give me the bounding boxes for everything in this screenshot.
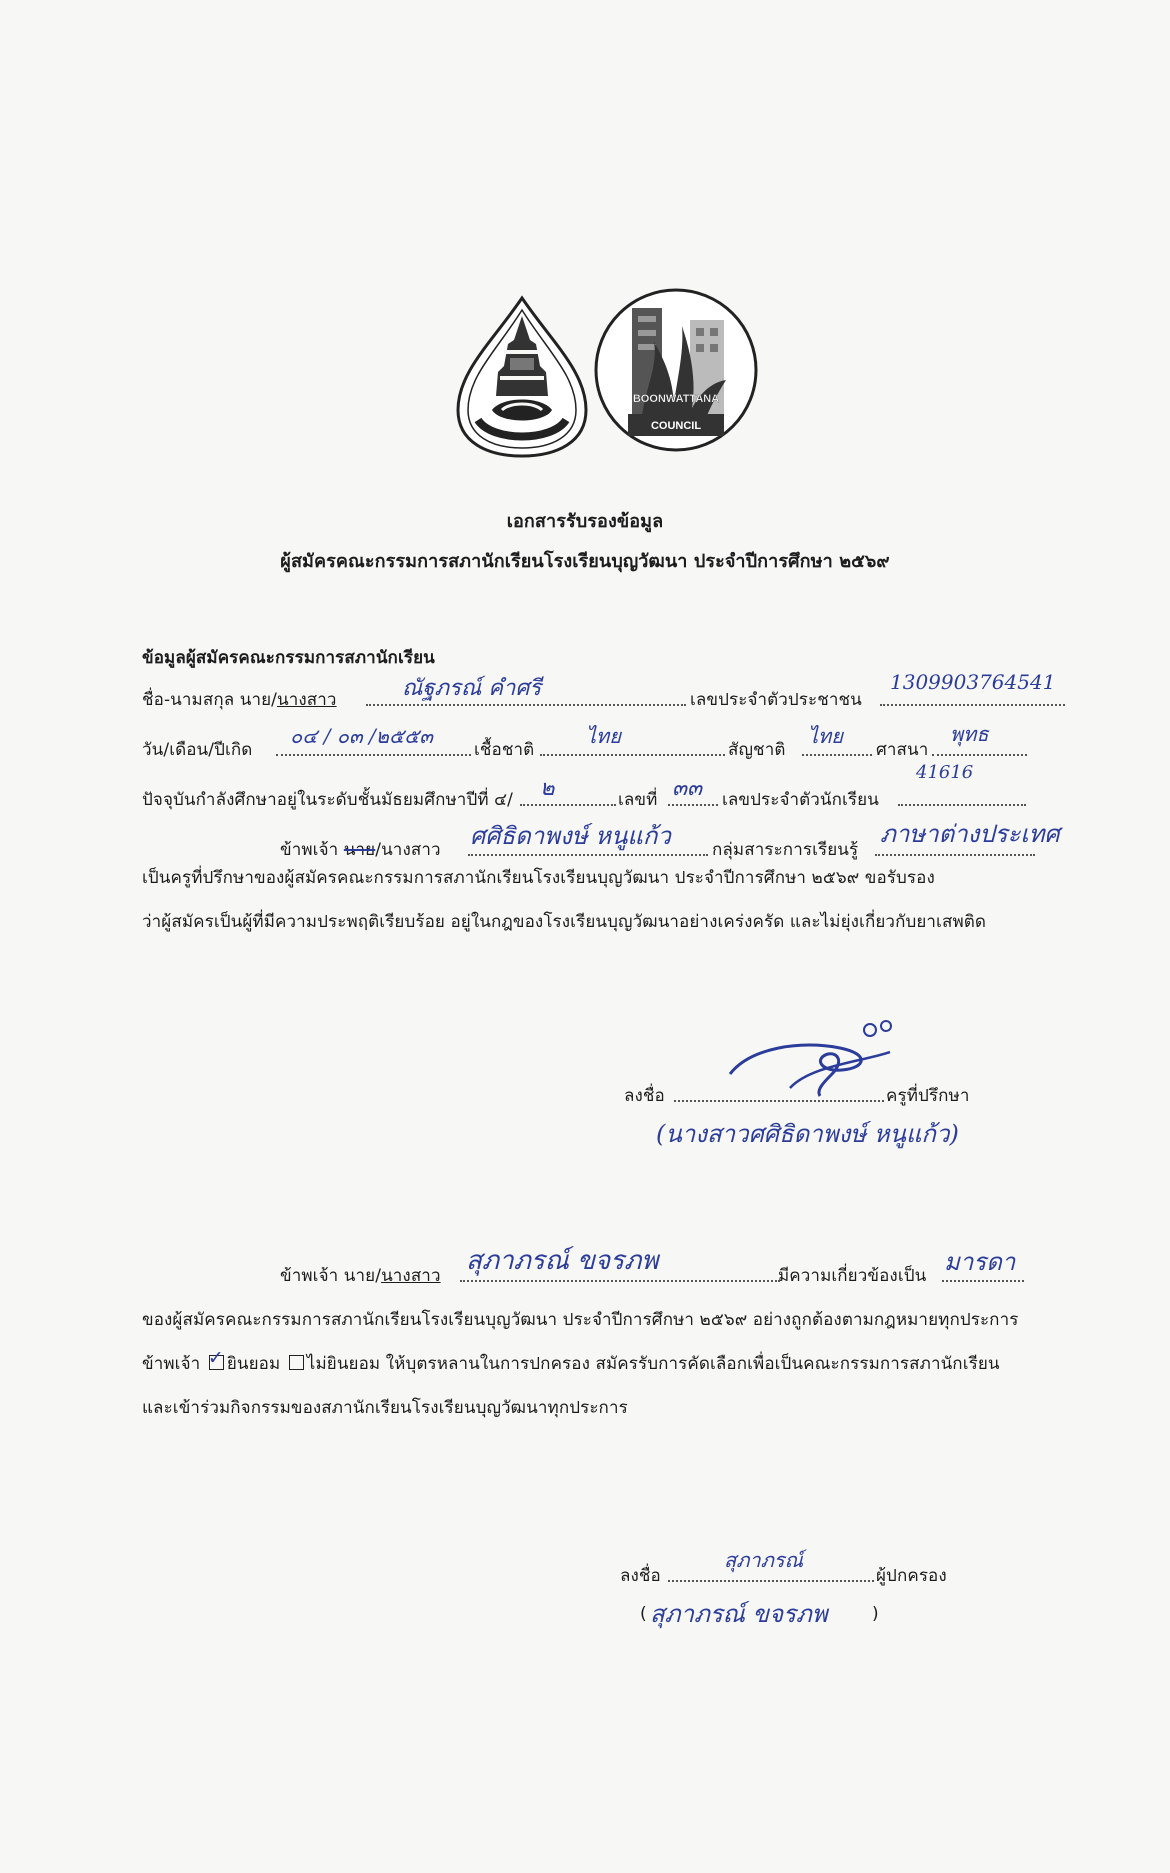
grade-value[interactable]: ๒ xyxy=(540,776,555,801)
consent-yes-checkbox[interactable] xyxy=(207,1347,224,1370)
advisor-printed-name[interactable]: (นางสาวศศิธิดาพงษ์ หนูแก้ว) xyxy=(656,1120,959,1148)
religion-label: ศาสนา xyxy=(876,740,929,760)
council-logo xyxy=(592,286,760,456)
guardian-paren-close: ) xyxy=(872,1604,879,1624)
check-mark-icon: ✓ xyxy=(207,1347,224,1369)
guardian-name-value[interactable]: สุภาภรณ์ ขจรภพ xyxy=(466,1246,659,1276)
race-value[interactable]: ไทย xyxy=(586,724,621,748)
student-id-value[interactable]: 41616 xyxy=(916,762,974,783)
guardian-sign-role: ผู้ปกครอง xyxy=(876,1566,947,1586)
id-label: เลขประจำตัวประชาชน xyxy=(690,690,862,710)
dept-label: กลุ่มสาระการเรียนรู้ xyxy=(712,840,859,860)
consent-no-label: ไม่ยินยอม xyxy=(306,1354,381,1374)
number-label: เลขที่ xyxy=(618,790,658,810)
guardian-sign-dotted-line xyxy=(668,1579,874,1582)
advisor-sign-label: ลงชื่อ xyxy=(624,1086,665,1106)
guardian-intro xyxy=(280,1262,441,1289)
advisor-prefix: ข้าพเจ้า xyxy=(280,840,339,860)
guardian-statement-line1: ของผู้สมัครคณะกรรมการสภานักเรียนโรงเรียนบุญวัฒนา ประจำปีการศึกษา ๒๕๖๙ อย่างถูกต้องตามกฎหมายทุกประการ xyxy=(142,1310,1019,1330)
guardian-title: นางสาว xyxy=(381,1266,441,1286)
grade-label: ปัจจุบันกำลังศึกษาอยู่ในระดับชั้นมัธยมศึกษาปีที่ ๔/ xyxy=(142,790,513,810)
consent-prefix: ข้าพเจ้า xyxy=(142,1354,201,1374)
section-heading: ข้อมูลผู้สมัครคณะกรรมการสภานักเรียน xyxy=(142,648,435,668)
religion-dotted-line xyxy=(932,753,1027,756)
document-subtitle: ผู้สมัครคณะกรรมการสภานักเรียนโรงเรียนบุญวัฒนา ประจำปีการศึกษา ๒๕๖๙ xyxy=(280,551,890,572)
advisor-title-rest: /นางสาว xyxy=(375,840,441,860)
council-logo-text-1: BOONWATTANA xyxy=(632,393,720,405)
advisor-sign-role: ครูที่ปรึกษา xyxy=(886,1086,970,1106)
nationality-label: สัญชาติ xyxy=(728,740,786,760)
grade-dotted-line xyxy=(520,803,616,806)
nationality-value[interactable]: ไทย xyxy=(808,724,843,748)
guardian-statement-line3: และเข้าร่วมกิจกรรมของสภานักเรียนโรงเรียนบุญวัฒนาทุกประการ xyxy=(142,1398,628,1418)
dept-value[interactable]: ภาษาต่างประเทศ xyxy=(880,820,1060,848)
advisor-statement-line1: เป็นครูที่ปรึกษาของผู้สมัครคณะกรรมการสภานักเรียนโรงเรียนบุญวัฒนา ประจำปีการศึกษา ๒๕๖๙ ขอรับรอง xyxy=(142,868,935,888)
name-label-prefix: ชื่อ-นามสกุล นาย/ xyxy=(142,690,278,710)
religion-value[interactable]: พุทธ xyxy=(950,722,989,746)
consent-rest: ให้บุตรหลานในการปกครอง สมัครรับการคัดเลือกเพื่อเป็นคณะกรรมการสภานักเรียน xyxy=(385,1354,1000,1374)
relation-label: มีความเกี่ยวข้องเป็น xyxy=(778,1266,927,1286)
advisor-intro xyxy=(280,836,441,863)
guardian-paren-open: ( xyxy=(640,1604,647,1624)
race-label: เชื้อชาติ xyxy=(474,740,535,760)
guardian-sign-label: ลงชื่อ xyxy=(620,1566,661,1586)
document-title: เอกสารรับรองข้อมูล xyxy=(506,511,664,532)
applicant-name-value[interactable]: ณัฐภรณ์ คำศรี xyxy=(402,676,542,701)
advisor-signature xyxy=(720,1018,900,1098)
dob-dotted-line xyxy=(276,753,471,756)
race-dotted-line xyxy=(540,753,725,756)
advisor-name-value[interactable]: ศศิธิดาพงษ์ หนูแก้ว xyxy=(470,822,671,850)
relation-value[interactable]: มารดา xyxy=(944,1248,1016,1276)
advisor-title-struck: นาย xyxy=(343,840,376,860)
school-emblem-icon xyxy=(452,292,592,460)
applicant-id-value[interactable]: 1309903764541 xyxy=(890,670,1056,694)
advisor-sign-dotted-line xyxy=(674,1099,884,1102)
guardian-printed-name[interactable]: สุภาภรณ์ ขจรภพ xyxy=(650,1600,828,1628)
council-logo-icon xyxy=(592,286,760,456)
guardian-prefix: ข้าพเจ้า นาย/ xyxy=(280,1266,382,1286)
number-value[interactable]: ๓๓ xyxy=(672,776,703,801)
guardian-consent-row xyxy=(142,1347,1000,1377)
student-id-dotted-line xyxy=(898,803,1026,806)
dob-label: วัน/เดือน/ปีเกิด xyxy=(142,740,253,760)
applicant-name-row xyxy=(142,686,337,713)
consent-yes-label: ยินยอม xyxy=(226,1354,281,1374)
dob-value[interactable]: ๐๔ / ๐๓ /๒๕๕๓ xyxy=(290,724,433,748)
consent-no-checkbox[interactable] xyxy=(289,1355,304,1370)
id-dotted-line xyxy=(880,703,1065,706)
nationality-dotted-line xyxy=(802,753,872,756)
school-emblem xyxy=(452,292,592,460)
dept-dotted-line xyxy=(875,853,1035,856)
council-logo-text-2: COUNCIL xyxy=(650,420,702,432)
advisor-signature-scribble xyxy=(720,1018,900,1098)
guardian-signature[interactable]: สุภาภรณ์ xyxy=(724,1548,804,1572)
advisor-statement-line2: ว่าผู้สมัครเป็นผู้ที่มีความประพฤติเรียบร้อย อยู่ในกฎของโรงเรียนบุญวัฒนาอย่างเคร่งครัด และไม่ยุ่งเกี่ยวกับยาเสพติด xyxy=(142,912,987,932)
student-id-label: เลขประจำตัวนักเรียน xyxy=(722,790,879,810)
name-label-title: นางสาว xyxy=(277,690,337,710)
